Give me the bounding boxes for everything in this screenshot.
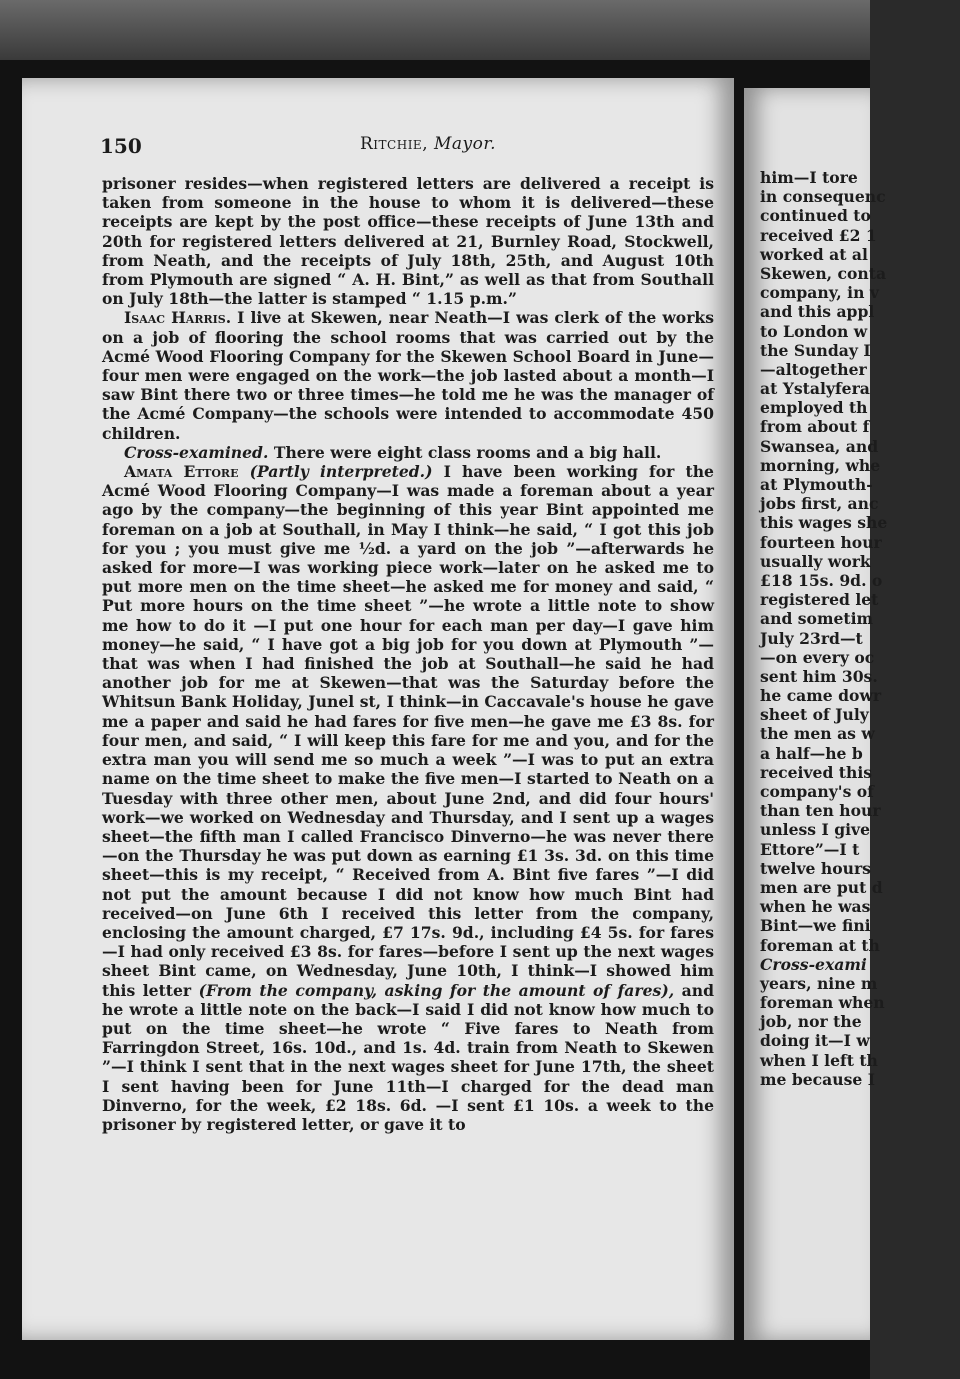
right-page-line: sent him 30s. bbox=[760, 666, 878, 686]
left-page bbox=[22, 78, 734, 1340]
right-page-line: foreman at th bbox=[760, 935, 880, 955]
right-page-line: company's of bbox=[760, 782, 874, 801]
right-page-line: men are put d bbox=[760, 877, 883, 897]
right-page-line: Swansea, and bbox=[760, 436, 879, 456]
right-page-line: registered let bbox=[760, 590, 879, 610]
right-page-line: a half—he b bbox=[760, 743, 863, 763]
right-page-line: unless I give bbox=[760, 820, 871, 840]
paragraph-cross-examined bbox=[102, 443, 714, 462]
right-page-line: doing it—I w bbox=[760, 1031, 870, 1051]
right-page-line: me because I bbox=[760, 1069, 876, 1089]
right-page-line: to London w bbox=[760, 321, 868, 341]
right-page-line: morning, whe bbox=[760, 455, 881, 475]
running-head bbox=[360, 134, 496, 154]
paragraph-text: I live at Skewen, near Neath—I was clerk of the works on a job of flooring the school rooms that was carried out by the Acmé Wood Flooring Company for the Skewen School Board in June—four men were engaged on the work—the job lasted about a month—I saw Bint there two or three times—he told me he was the manager of the Acmé Company—the schools were intended to accommodate 450 children. bbox=[102, 308, 714, 443]
right-page-line: the Sunday I bbox=[760, 340, 871, 360]
running-head-name: Ritchie, bbox=[360, 134, 429, 154]
paragraph-continuation bbox=[102, 174, 714, 308]
right-page-line: he came dowr bbox=[760, 686, 882, 706]
interpretation-note: (Partly interpreted.) bbox=[249, 462, 433, 482]
right-page-line: fourteen hour bbox=[760, 532, 882, 552]
right-page-line: company, in v bbox=[760, 283, 879, 303]
paragraph-text: I have been working for the Acmé Wood Flooring Company—I was made a foreman about a year ago by the company—the beginning of this year Bint appointed me foreman on a job at Southall, in May I think—he said, “ I got this job for you ; you must give me ½d. a yard on the job ”—afterwards he asked for more—I was working piece work—later on he asked me to put more men on the time sheet—he asked me for money and said, “ Put more hours on the time sheet ”—he wrote a little note to show me how to do it —I put one hour for each man per day—I gave him money—he said, “ I have got a big job for you down at Plymouth ”—that was when I had finished the job at Southall—he said he had another job for me at Skewen—that was the Saturday before the Whitsun Bank Holiday, Junel st, I think—in Caccavale's house he gave me a paper and said he had fares for five men—he gave me £3 8s. for four men, and said, “ I will keep this fare for me and you, and for the extra man you will send me so much a week ”—I was to put an extra name on the time sheet to make the five men—I started to Neath on a Tuesday with three other men, about June 2nd, and did four hours' work—we worked on Wednesday and Thursday, and I sent up a wages sheet—the fifth man I called Francisco Dinverno—he was never there—on the Thursday he was put down as earning £1 3s. 3d. on this time sheet—this is my receipt, “ Received from A. Bint five fares ”—I did not put the amount because I did not know how much Bint had received—on June 6th I received this letter from the company, enclosing the amount charged, £7 17s. 9d., including £4 5s. for fares—I had only received £3 8s. for fares—before I sent up the next wages sheet Bint came, on Wednesday, June 10th, I think—I showed him this letter bbox=[102, 462, 714, 1000]
right-page-line: foreman when bbox=[760, 993, 885, 1013]
right-page-line: and sometim bbox=[760, 609, 874, 629]
right-page-lines bbox=[760, 168, 960, 1089]
right-page-line: him—I tore bbox=[760, 168, 858, 187]
right-page-line: when he was bbox=[760, 897, 871, 917]
right-page-line: in consequenc bbox=[760, 187, 886, 207]
right-page-line: this wages she bbox=[760, 513, 888, 533]
right-page-line: Ettore”—I t bbox=[760, 839, 860, 859]
right-page-line: received £2 1 bbox=[760, 225, 877, 245]
paragraph-text-continued: and he wrote a little note on the back—I said I did not know how much to put on the time sheet—he wrote “ Five fares to Neath from Farringdon Street, 16s. 10d., and 1s. 4d. train from Neath to Skewen ”—I think I sent that in the next wages sheet for June 17th, the sheet I sent having been for June 11th—I charged for the dead man Dinverno, for the week, £2 18s. 6d. —I sent £1 10s. a week to the prisoner by registered letter, or gave it to bbox=[102, 980, 714, 1134]
right-page-line: received this bbox=[760, 762, 873, 782]
page-body bbox=[102, 174, 714, 1134]
scan-top-margin bbox=[0, 0, 870, 60]
paragraph-text: prisoner resides—when registered letters are delivered a receipt is taken from someone in the house to whom it is delivered—these receipts are kept by the post office—these receipts of June 13th and 20th for registered letters delivered at 21, Burnley Road, Stockwell, from Neath, and the receipts of July 18th, 25th, and August 10th from Plymouth are signed “ A. H. Bint,” as well as that from Southall on July 18th—the latter is stamped “ 1.15 p.m.” bbox=[102, 174, 714, 309]
right-page-line: July 23rd—t bbox=[760, 628, 863, 648]
right-page-line: the men as w bbox=[760, 724, 875, 744]
right-page-line: jobs first, anc bbox=[760, 494, 879, 514]
running-head-title: Mayor. bbox=[434, 134, 497, 154]
page-header bbox=[100, 134, 710, 160]
right-page-line: Bint—we fini bbox=[760, 916, 871, 936]
paragraph-text: There were eight class rooms and a big hall. bbox=[273, 442, 662, 462]
cross-examined-label: Cross-examined. bbox=[124, 442, 269, 462]
right-page-line: —on every oc bbox=[760, 647, 875, 667]
page-number: 150 bbox=[100, 134, 142, 158]
right-page-line: at Ystalyfera bbox=[760, 379, 870, 399]
witness-name: Isaac Harris. bbox=[124, 308, 232, 328]
right-page-line: continued to bbox=[760, 206, 871, 226]
paragraph-witness-ettore bbox=[102, 462, 714, 1134]
right-page-line: from about f bbox=[760, 417, 870, 437]
right-page-fragment bbox=[744, 88, 888, 1340]
paragraph-witness-harris bbox=[102, 308, 714, 442]
right-page-line: years, nine m bbox=[760, 973, 878, 993]
right-page-line: —altogether bbox=[760, 359, 867, 379]
right-page-line: at Plymouth- bbox=[760, 475, 873, 494]
right-page-line: when I left th bbox=[760, 1050, 878, 1070]
right-page-line: Cross-exami bbox=[760, 954, 867, 974]
right-page-line: job, nor the bbox=[760, 1012, 862, 1032]
right-page-line: twelve hours bbox=[760, 858, 871, 878]
right-page-line: employed th bbox=[760, 398, 868, 418]
witness-name: Amata Ettore bbox=[124, 462, 239, 482]
right-page-line: worked at al bbox=[760, 244, 868, 264]
right-page-line: usually work bbox=[760, 551, 871, 571]
italic-insert: (From the company, asking for the amount of fares), bbox=[198, 980, 675, 1000]
right-page-line: sheet of July bbox=[760, 705, 869, 725]
right-page-line: Skewen, conta bbox=[760, 263, 887, 283]
right-page-line: £18 15s. 9d. o bbox=[760, 570, 883, 590]
right-page-line: and this appl bbox=[760, 302, 875, 322]
right-page-line: than ten hour bbox=[760, 801, 881, 821]
